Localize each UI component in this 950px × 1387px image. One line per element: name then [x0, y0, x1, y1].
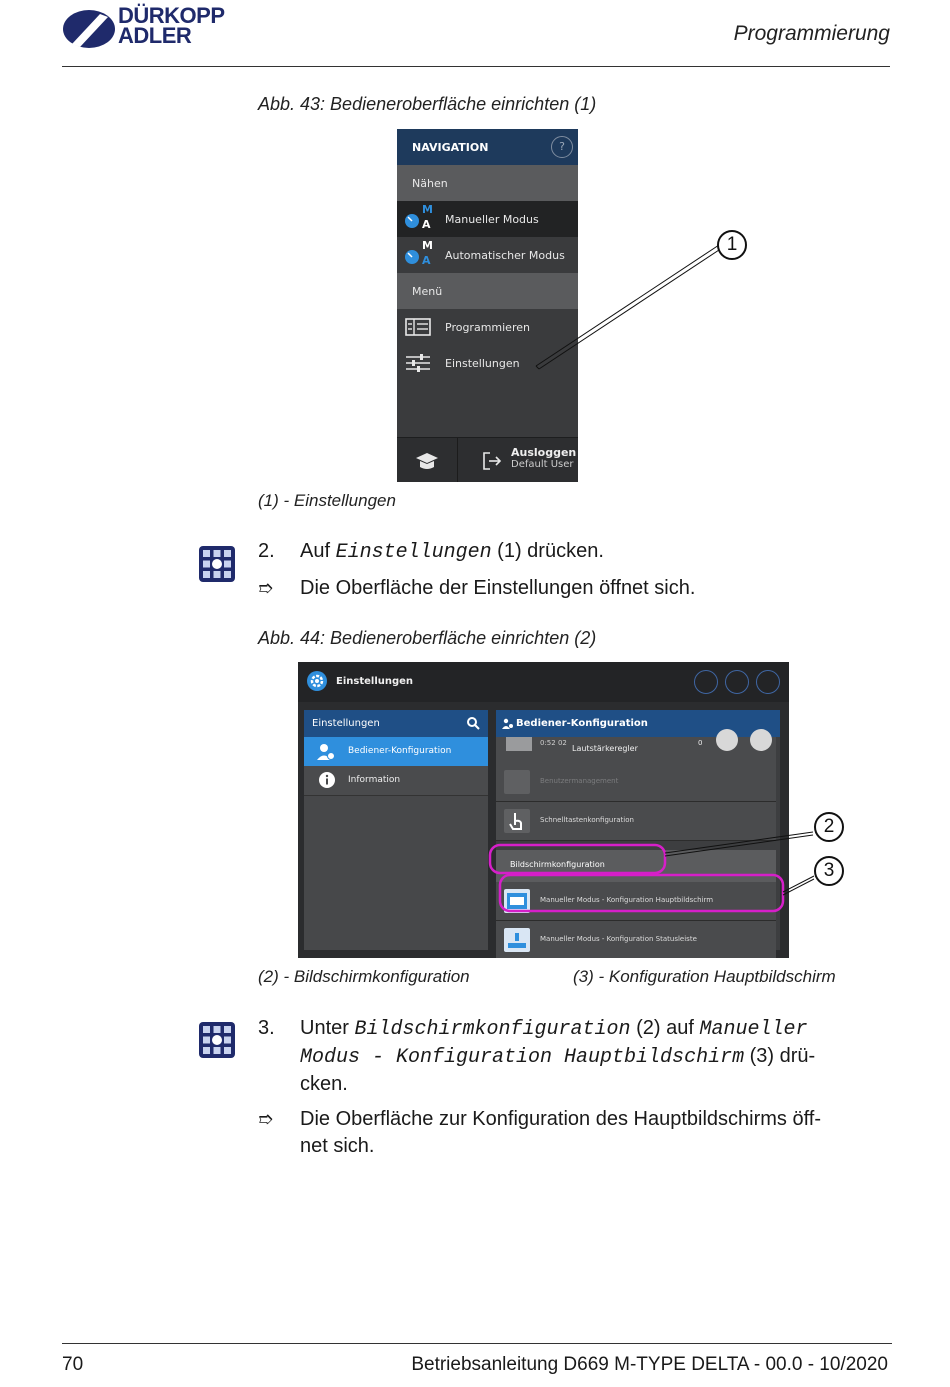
- callout-1-leader: [530, 230, 730, 375]
- bild-label: Bildschirmkonfiguration: [510, 860, 605, 869]
- step-2-text: Auf Einstellungen (1) drücken.: [300, 540, 604, 564]
- help-icon[interactable]: ?: [551, 136, 573, 158]
- home-icon[interactable]: [725, 670, 749, 694]
- program-list-icon: [404, 315, 432, 339]
- left-panel-title: Einstellungen: [312, 718, 380, 729]
- einstellungen-label: Einstellungen: [445, 357, 520, 370]
- lock-icon: [504, 770, 530, 794]
- left-item-bediener-konfiguration[interactable]: [304, 737, 488, 766]
- step-3-text: Unter Bildschirmkonfiguration (2) auf Manueller Modus - Konfiguration Hauptbildschirm (3) drü- cken.: [300, 1017, 816, 1095]
- volume-icon: [506, 737, 532, 751]
- highlight-annotations: [480, 810, 820, 920]
- highlight-bildschirmkonfiguration: [490, 845, 665, 873]
- settings-left-panel: [304, 710, 488, 950]
- step-3-code-2b: Modus - Konfiguration Hauptbildschirm: [300, 1046, 745, 1069]
- step-3-number: 3.: [258, 1017, 275, 1039]
- main-screen-label: Manueller Modus - Konfiguration Hauptbildschirm: [540, 896, 714, 904]
- left-item-label: Bediener-Konfiguration: [348, 746, 452, 756]
- footer-rule: [62, 1343, 892, 1344]
- logout-icon[interactable]: [481, 450, 503, 472]
- page-number: 70: [62, 1354, 84, 1375]
- action-step-icon: [199, 546, 235, 582]
- step-2-result: Die Oberfläche der Einstellungen öffnet sich.: [300, 577, 696, 599]
- manual-mode-label: Manueller Modus: [445, 213, 539, 226]
- nav-section-naehen: [397, 165, 578, 201]
- gear-icon: [306, 670, 328, 692]
- settings-window-title: Einstellungen: [336, 676, 414, 687]
- left-item-information[interactable]: [304, 766, 488, 796]
- figure-43-legend: (1) - Einstellungen: [258, 491, 396, 510]
- settings-sliders-icon: [404, 351, 432, 375]
- row-statusbar-config[interactable]: [496, 921, 776, 958]
- section-menu-label: Menü: [412, 285, 443, 298]
- logout-user: Default User: [511, 459, 574, 470]
- step-3-code-1: Bildschirmkonfiguration: [354, 1018, 631, 1041]
- auto-mode-label: Automatischer Modus: [445, 249, 565, 262]
- user-mgmt-label: Benutzermanagement: [540, 777, 619, 785]
- nav-title: NAVIGATION: [412, 141, 489, 154]
- callout-3: 3: [814, 856, 844, 886]
- graduation-cap-icon[interactable]: [415, 450, 439, 472]
- statusbar-icon: [504, 928, 530, 952]
- callout-2: 2: [814, 812, 844, 842]
- search-icon[interactable]: [466, 716, 480, 730]
- step-2-code: Einstellungen: [335, 541, 492, 564]
- mode-letter-m: M: [422, 203, 433, 216]
- mode-letter-m-auto: M: [422, 239, 433, 252]
- mode-letter-a-auto: A: [422, 254, 431, 267]
- section-naehen-label: Nähen: [412, 177, 448, 190]
- left-panel-header: [304, 710, 488, 737]
- mode-letter-a: A: [422, 218, 431, 231]
- figure-43-caption: Abb. 43: Bedieneroberfläche einrichten (1): [258, 94, 597, 114]
- shortcut-label: Schnelltastenkonfiguration: [540, 816, 634, 824]
- plus-button[interactable]: [750, 729, 772, 751]
- volume-label: Lautstärkeregler: [572, 744, 638, 753]
- result-arrow-icon-2: ➱: [258, 1109, 274, 1129]
- logout-label[interactable]: Ausloggen: [511, 446, 577, 459]
- row-benutzermanagement[interactable]: [496, 763, 776, 802]
- info-icon: [318, 771, 336, 789]
- action-step-icon-2: [199, 1022, 235, 1058]
- volume-value: 0: [698, 739, 703, 747]
- users-icon: [502, 718, 514, 730]
- step-2-number: 2.: [258, 540, 275, 562]
- result-arrow-icon: ➱: [258, 578, 274, 598]
- document-title: Betriebsanleitung D669 M-TYPE DELTA - 00.0 - 10/2020: [411, 1354, 888, 1375]
- settings-topbar: [298, 662, 789, 702]
- menu-icon[interactable]: [756, 670, 780, 694]
- step-3-result: Die Oberfläche zur Konfiguration des Hauptbildschirms öff- net sich.: [300, 1108, 821, 1157]
- footer-divider: [457, 438, 458, 482]
- highlight-main-screen: [500, 875, 783, 911]
- figure-44-legend-2: (2) - Bildschirmkonfiguration: [258, 967, 470, 986]
- right-panel-title: Bediener-Konfiguration: [516, 718, 648, 729]
- information-label: Information: [348, 775, 401, 785]
- info-circle-icon[interactable]: [694, 670, 718, 694]
- minus-button[interactable]: [716, 729, 738, 751]
- statusbar-label: Manueller Modus - Konfiguration Statusleiste: [540, 935, 697, 943]
- row-lautstaerke[interactable]: [496, 737, 776, 764]
- volume-time: 0:52 02: [540, 739, 567, 747]
- section-title: Programmierung: [733, 22, 890, 45]
- nav-footer: [397, 437, 578, 482]
- figure-44-caption: Abb. 44: Bedieneroberfläche einrichten (2): [258, 628, 597, 648]
- figure-44-legend-3: (3) - Konfiguration Hauptbildschirm: [573, 967, 836, 986]
- step-3-code-2a: Manueller: [699, 1018, 808, 1041]
- callout-1: 1: [717, 230, 747, 260]
- nav-header: [397, 129, 578, 165]
- logo-wordmark: DÜRKOPP ADLER: [118, 3, 225, 48]
- header-rule: [62, 66, 890, 67]
- right-panel-header: [496, 710, 780, 737]
- programmieren-label: Programmieren: [445, 321, 530, 334]
- user-config-icon: [316, 742, 336, 762]
